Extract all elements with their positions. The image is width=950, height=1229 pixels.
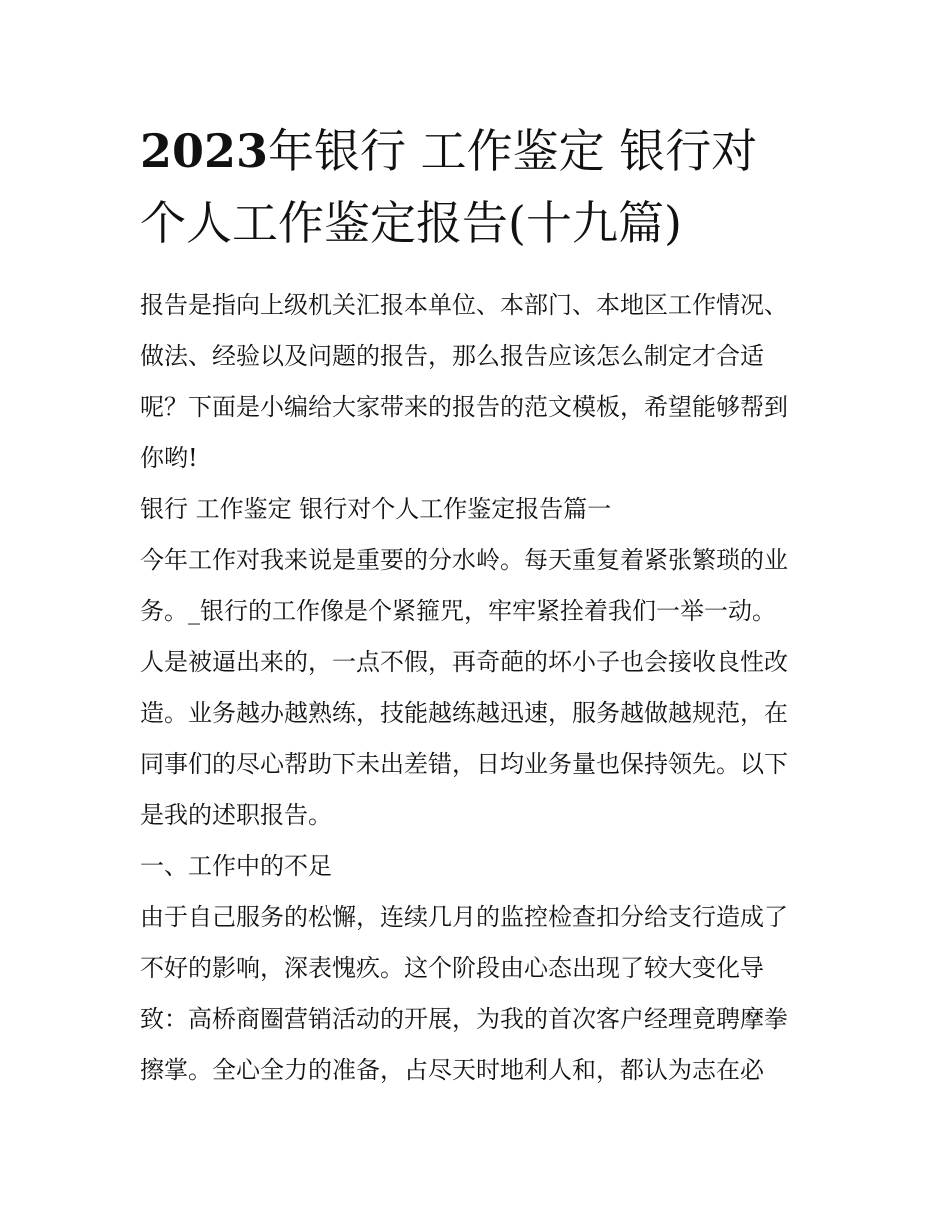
subheading-text: 一、工作中的不足 <box>140 852 332 880</box>
intro-line: 呢？下面是小编给大家带来的报告的范文模板，希望能够帮到 <box>140 393 788 421</box>
document-body <box>140 280 820 1096</box>
body-line: 造。业务越办越熟练，技能越练越迅速，服务越做越规范，在 <box>140 699 788 727</box>
title-line-2: 个人工作鉴定报告(十九篇) <box>140 196 682 250</box>
body-line: 务。_银行的工作像是个紧箍咒，牢牢紧拴着我们一举一动。 <box>140 597 776 625</box>
intro-paragraph <box>140 280 820 484</box>
body-line: 同事们的尽心帮助下未出差错，日均业务量也保持领先。以下 <box>140 750 788 778</box>
body-line: 擦掌。全心全力的准备，占尽天时地利人和，都认为志在必 <box>140 1056 764 1084</box>
section-heading <box>140 484 820 535</box>
intro-line: 你哟! <box>140 444 198 472</box>
body-line: 人是被逼出来的，一点不假，再奇葩的坏小子也会接收良性改 <box>140 648 788 676</box>
intro-line: 报告是指向上级机关汇报本单位、本部门、本地区工作情况、 <box>140 291 788 319</box>
document-title <box>140 115 820 259</box>
subheading <box>140 841 820 892</box>
title-year: 2023 <box>140 124 269 178</box>
body-line: 致：高桥商圈营销活动的开展，为我的首次客户经理竟聘摩拳 <box>140 1005 788 1033</box>
title-line-1 <box>140 115 820 187</box>
body-line: 今年工作对我来说是重要的分水岭。每天重复着紧张繁琐的业 <box>140 546 788 574</box>
intro-line: 做法、经验以及问题的报告，那么报告应该怎么制定才合适 <box>140 342 764 370</box>
body-line: 不好的影响，深表愧疚。这个阶段由心态出现了较大变化导 <box>140 954 764 982</box>
body-paragraph <box>140 535 820 841</box>
title-line-1-text: 年银行 工作鉴定 银行对 <box>268 124 758 178</box>
body-paragraph-2 <box>140 892 820 1096</box>
body-line: 是我的述职报告。 <box>140 801 332 829</box>
section-heading-text: 银行 工作鉴定 银行对个人工作鉴定报告篇一 <box>140 495 612 523</box>
body-line: 由于自己服务的松懈，连续几月的监控检查扣分给支行造成了 <box>140 903 788 931</box>
